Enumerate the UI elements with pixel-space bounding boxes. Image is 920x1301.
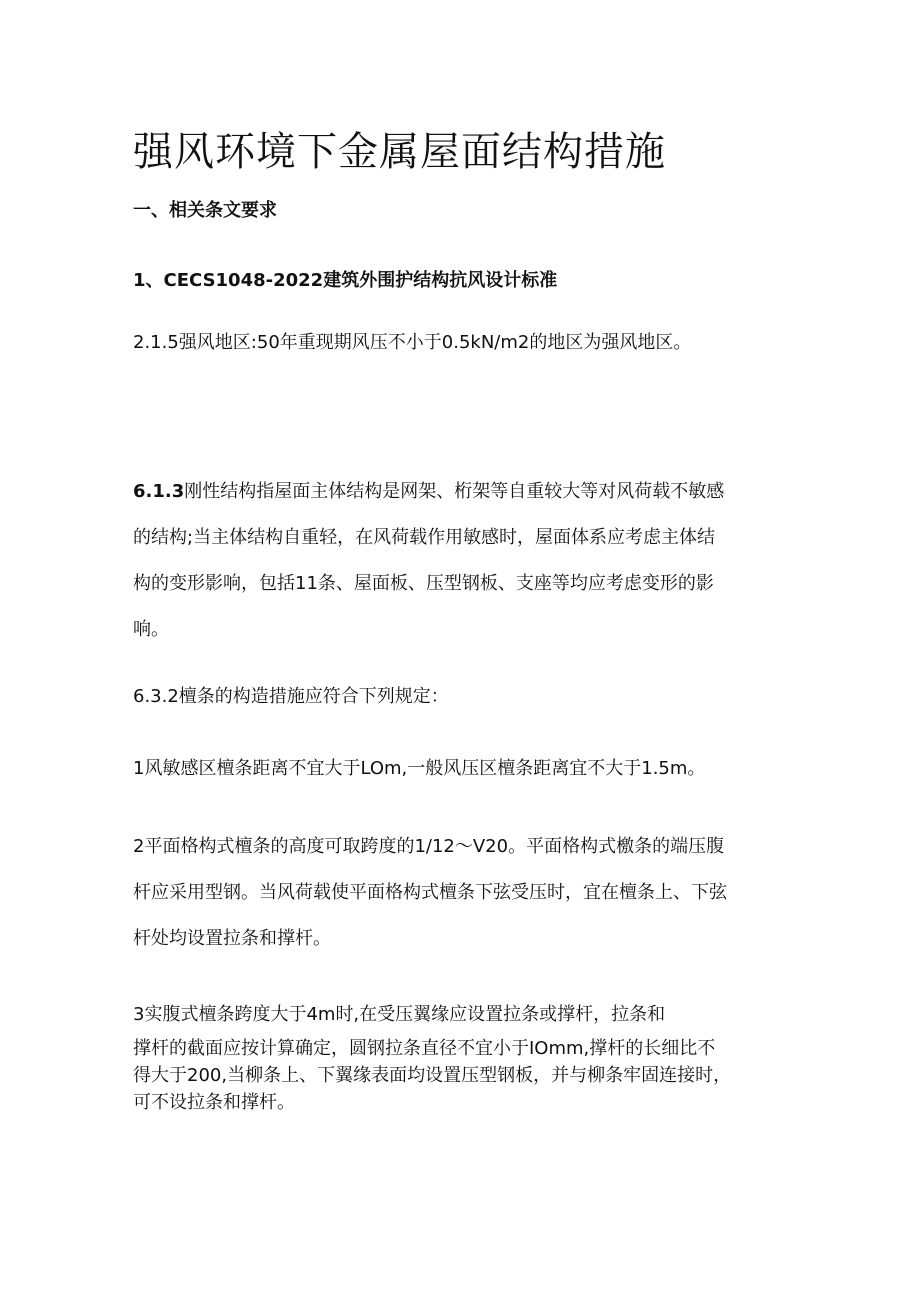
clause-6-1-3 (133, 469, 793, 653)
item-2 (133, 824, 793, 962)
clause-6-1-3-line-4: 响。 (133, 619, 169, 640)
item-1: 1风敏感区檀条距离不宜大于LOm,一般风压区檀条距离宜不大于1.5m。 (133, 758, 706, 779)
clause-2-1-5: 2.1.5强风地区:50年重现期风压不小于0.5kN∕m2的地区为强风地区。 (133, 332, 692, 353)
item-3 (133, 1035, 793, 1116)
clause-6-3-2: 6.3.2檀条的构造措施应符合下列规定： (133, 686, 449, 707)
clause-6-1-3-line-2: 的结构;当主体结构自重轻，在风荷载作用敏感时，屋面体系应考虑主体结 (133, 527, 716, 548)
clause-number: 6.1.3 (133, 481, 185, 502)
clause-6-1-3-line-3: 构的变形影响，包括11条、屋面板、压型钢板、支座等均应考虑变形的影 (133, 573, 714, 594)
clause-6-1-3-line-1: 6.1.3刚性结构指屋面主体结构是网架、桁架等自重较大等对风荷载不敏感 (133, 481, 725, 502)
item-3-line-1: 撑杆的截面应按计算确定，圆钢拉条直径不宜小于IOmm,撑杆的长细比不 (133, 1038, 716, 1059)
item-2-line-3: 杆处均设置拉条和撑杆。 (133, 928, 331, 949)
section-heading: 一、相关条文要求 (133, 200, 277, 221)
item-3-line-3: 可不设拉条和撑杆。 (133, 1092, 295, 1113)
item-3-line-2: 得大于200,当柳条上、下翼缘表面均设置压型钢板，并与柳条牢固连接时， (133, 1065, 732, 1086)
item-2-line-1: 2平面格构式檀条的高度可取跨度的1/12〜V20。平面格构式檄条的端压腹 (133, 836, 725, 857)
standard-heading: 1、CECS1048-2022建筑外围护结构抗风设计标准 (133, 270, 558, 291)
document-title: 强风环境下金属屋面结构措施 (133, 129, 666, 175)
item-2-line-2: 杆应采用型钢。当风荷载使平面格构式檀条下弦受压时，宜在檀条上、下弦 (133, 882, 727, 903)
item-3-first-line: 3实腹式檀条跨度大于4m时,在受压翼缘应设置拉条或撑杆，拉条和 (133, 1004, 666, 1025)
